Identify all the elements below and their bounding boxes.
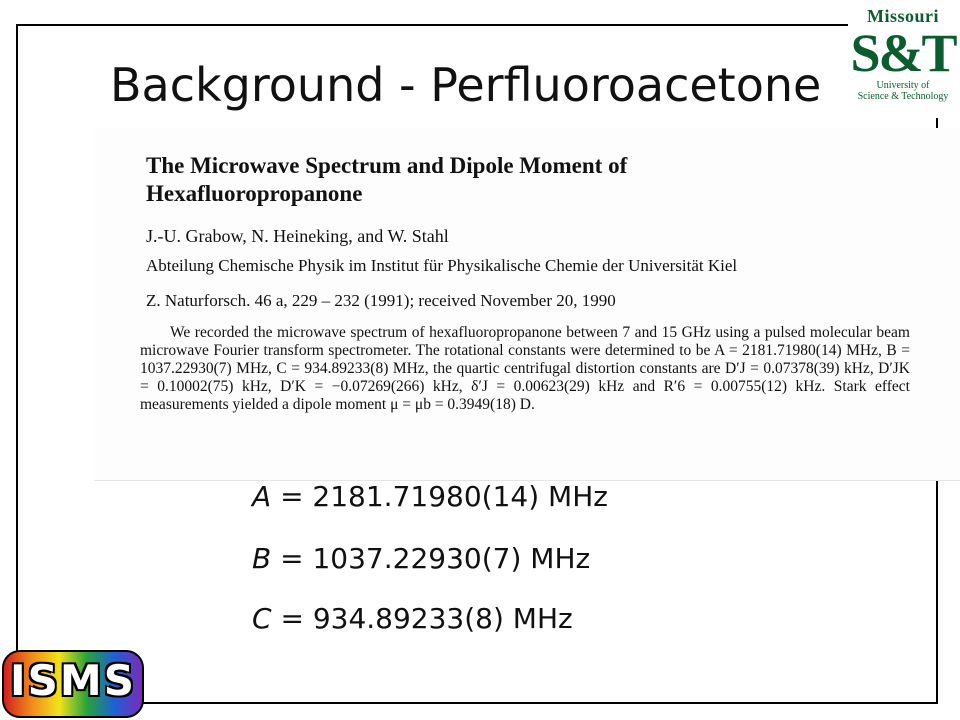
isms-logo-text: ISMS — [10, 656, 136, 705]
paper-title: The Microwave Spectrum and Dipole Moment of Hexafluoropropanone — [146, 153, 628, 206]
isms-logo — [2, 650, 144, 718]
constant-c-symbol: C — [252, 602, 272, 635]
paper-excerpt-image — [94, 128, 960, 481]
constant-a — [252, 480, 608, 513]
university-logo-mark: S&T — [850, 23, 956, 83]
constant-a-value: = 2181.71980(14) MHz — [280, 480, 608, 513]
university-logo-line3: Science & Technology — [857, 91, 949, 102]
university-logo — [848, 2, 958, 118]
constant-b — [252, 542, 590, 575]
university-logo-line2: University of — [876, 80, 930, 91]
paper-affiliation: Abteilung Chemische Physik im Institut für Physikalische Chemie der Universität Kiel — [146, 256, 738, 275]
constant-b-symbol: B — [252, 542, 272, 575]
paper-abstract: We recorded the microwave spectrum of hexafluoropropanone between 7 and 15 GHz using a pulsed molecular beam microwave Fourier transform spectrometer. The rotational constants were determined to be A = 2181.71980(14) MHz, B = 1037.22930(7) MHz, C = 934.89233(8) MHz, the quartic centrifugal distortion constants are D′J = 0.07378(39) kHz, D′JK = 0.10002(75) kHz, D′K = −0.07269(266) kHz, δ′J = 0.00623(29) kHz and R′6 = 0.00755(12) kHz. Stark effect measurements yielded a dipole moment μ = μb = 0.3949(18) D. — [140, 324, 910, 413]
constant-a-symbol: A — [252, 480, 272, 513]
constant-c-value: = 934.89233(8) MHz — [280, 602, 573, 635]
constant-b-value: = 1037.22930(7) MHz — [280, 542, 591, 575]
slide-title: Background - Perfluoroacetone — [110, 58, 822, 112]
university-logo-name: Missouri — [866, 6, 939, 26]
constant-c — [252, 602, 573, 635]
paper-citation: Z. Naturforsch. 46 a, 229 – 232 (1991); received November 20, 1990 — [146, 291, 616, 310]
paper-authors: J.-U. Grabow, N. Heineking, and W. Stahl — [146, 226, 449, 246]
